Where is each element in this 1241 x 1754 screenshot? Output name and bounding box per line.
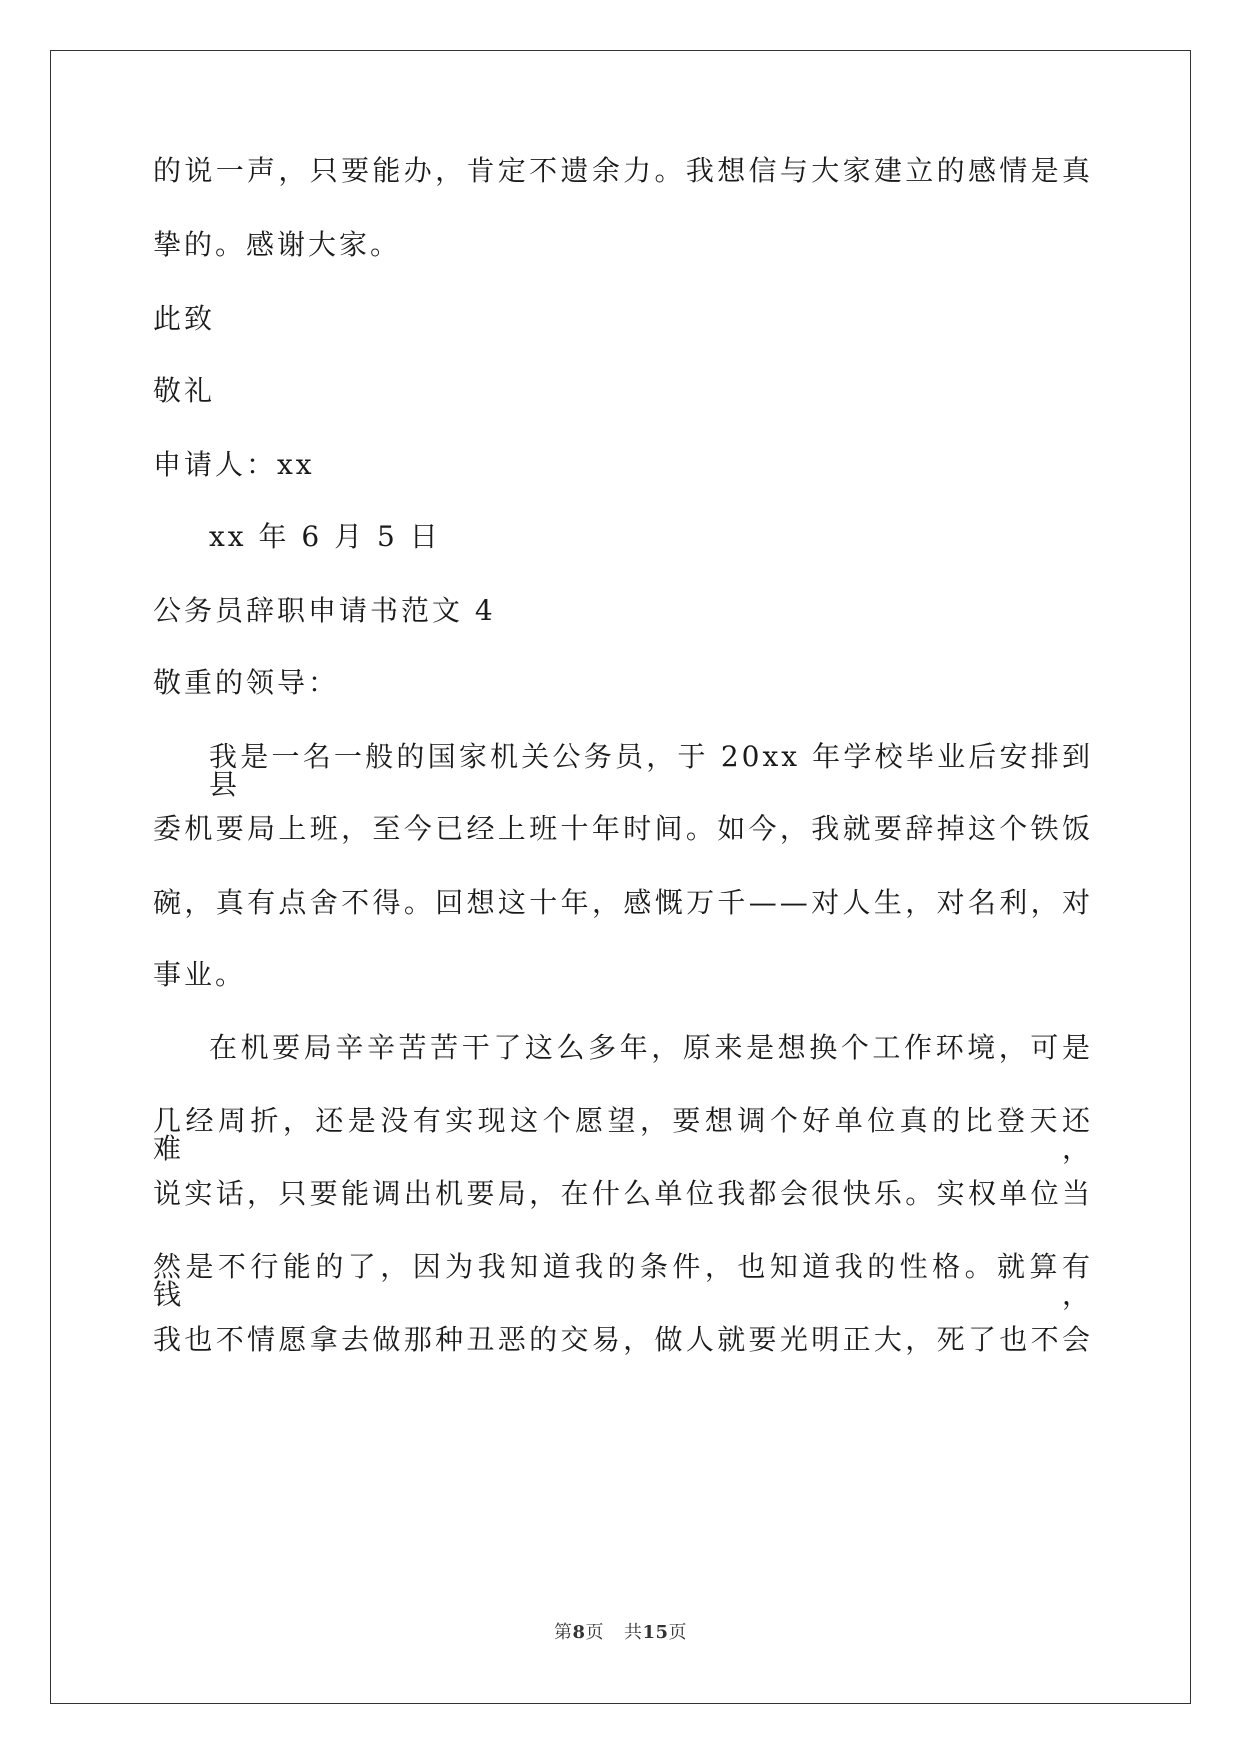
paragraph-line: 我也不情愿拿去做那种丑恶的交易，做人就要光明正大，死了也不会 [153, 1323, 1093, 1356]
page-border [50, 50, 1191, 1704]
paragraph-line: 在机要局辛辛苦苦干了这么多年，原来是想换个工作环境，可是 [209, 1031, 1093, 1064]
paragraph-line: 说实话，只要能调出机要局，在什么单位我都会很快乐。实权单位当 [153, 1177, 1093, 1210]
text-line: 挚的。感谢大家。 [153, 228, 402, 261]
closing-phrase: 此致 [153, 302, 216, 335]
total-prefix: 共 [623, 1622, 643, 1643]
page-unit: 页 [585, 1622, 604, 1643]
paragraph-line: 碗，真有点舍不得。回想这十年，感慨万千——对人生，对名利，对 [153, 886, 1093, 919]
page-footer [0, 1618, 1241, 1644]
paragraph-line: 几经周折，还是没有实现这个愿望，要想调个好单位真的比登天还难， [153, 1104, 1093, 1165]
paragraph-line: 我是一名一般的国家机关公务员，于 20xx 年学校毕业后安排到县 [209, 740, 1093, 801]
section-title: 公务员辞职申请书范文 4 [153, 594, 496, 627]
current-page-number: 8 [572, 1622, 586, 1643]
text-line: 的说一声，只要能办，肯定不遗余力。我想信与大家建立的感情是真 [153, 154, 1093, 187]
paragraph-line: 然是不行能的了，因为我知道我的条件，也知道我的性格。就算有钱， [153, 1250, 1093, 1311]
salutation: 敬重的领导： [153, 666, 340, 699]
paragraph-line: 委机要局上班，至今已经上班十年时间。如今，我就要辞掉这个铁饭 [153, 812, 1093, 845]
page-prefix: 第 [553, 1622, 573, 1643]
closing-salute: 敬礼 [153, 374, 216, 407]
signature-date: xx 年 6 月 5 日 [209, 520, 441, 553]
applicant-signature: 申请人：xx [153, 448, 315, 481]
total-page-number: 15 [642, 1622, 669, 1643]
total-unit: 页 [668, 1622, 688, 1643]
paragraph-line: 事业。 [153, 958, 247, 991]
